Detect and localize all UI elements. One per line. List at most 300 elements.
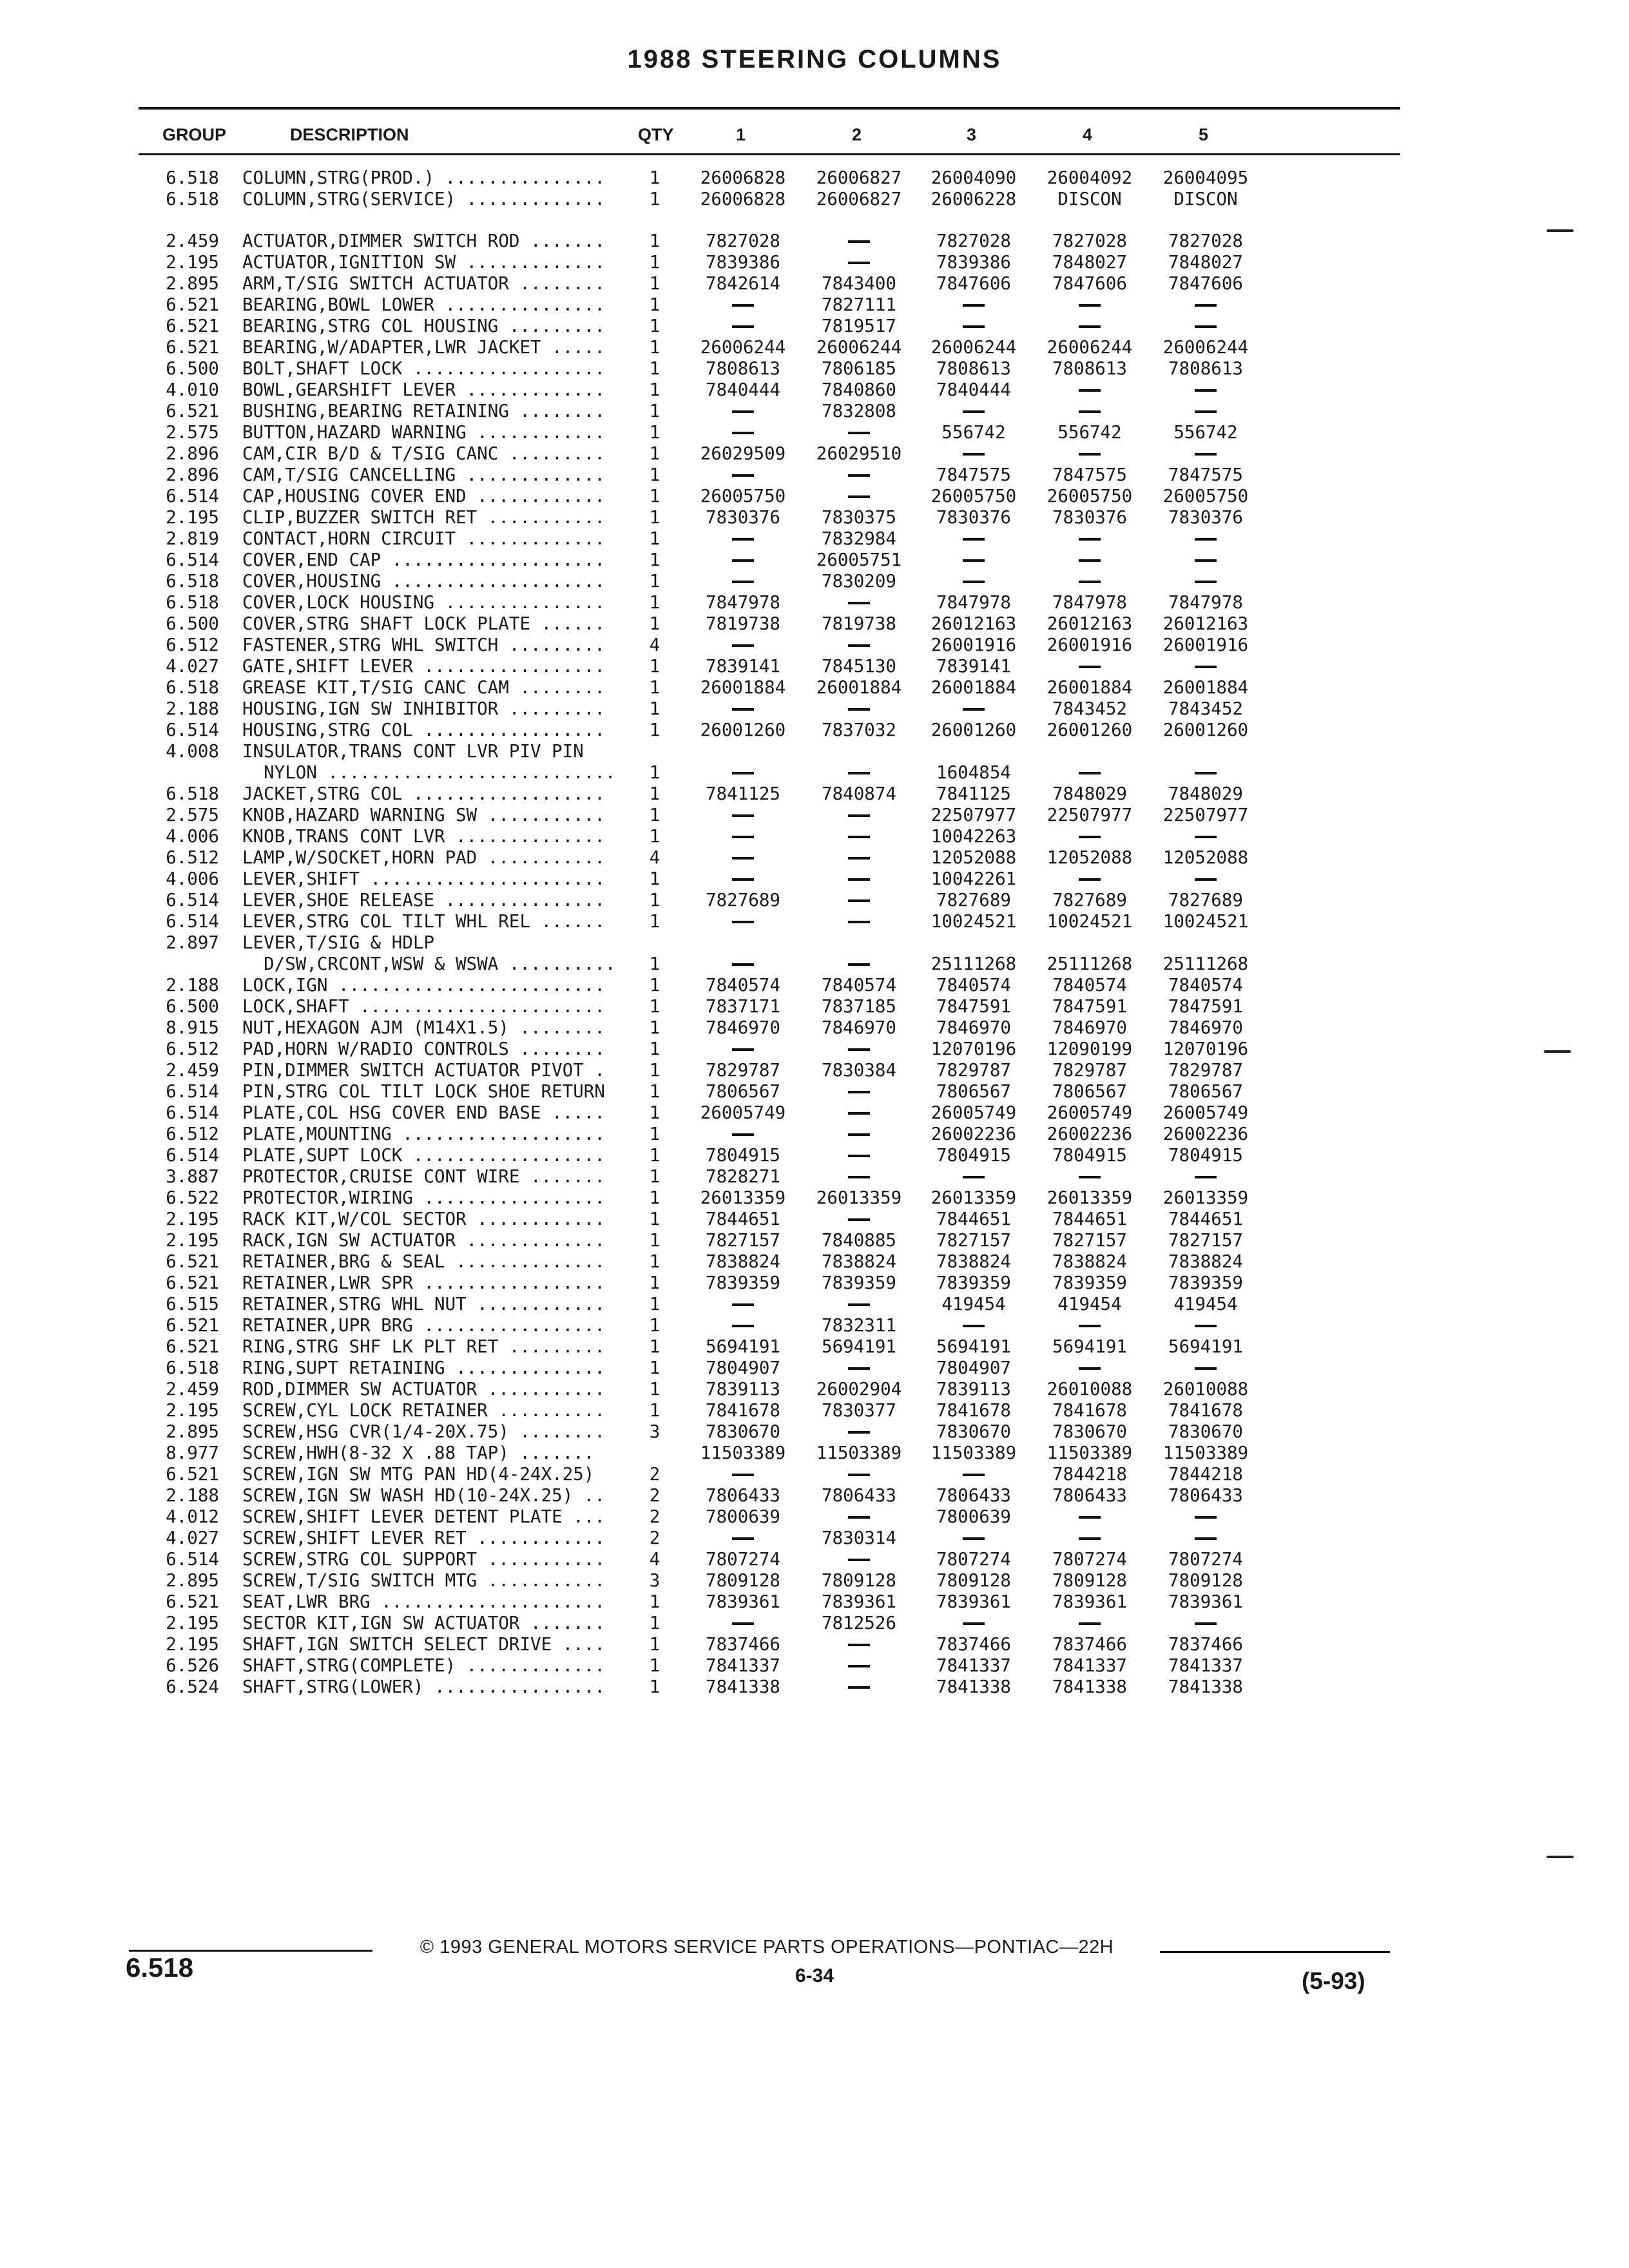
- part-number-col-2: [807, 486, 911, 507]
- part-number-col-1: 7828271: [706, 1166, 780, 1187]
- part-number-col-1: 26001260: [700, 720, 786, 740]
- col-header-2: 2: [852, 125, 862, 144]
- not-applicable-dash: [1079, 1537, 1101, 1540]
- table-row: [0, 380, 1629, 401]
- table-row: [0, 507, 1629, 528]
- table-row: [0, 741, 1629, 762]
- not-applicable-dash: [848, 1474, 870, 1476]
- part-number-col-4: 7839361: [1052, 1591, 1127, 1612]
- part-description: BOWL,GEARSHIFT LEVER .............: [242, 380, 605, 400]
- table-row: [0, 890, 1629, 911]
- part-number-col-5: 26005749: [1162, 1102, 1249, 1123]
- group-code: 2.895: [166, 273, 219, 294]
- part-description: RETAINER,UPR BRG .................: [242, 1315, 605, 1336]
- group-code: 2.188: [166, 698, 219, 719]
- part-number-col-2: [807, 805, 911, 826]
- part-number-col-5: 12052088: [1162, 847, 1249, 868]
- not-applicable-dash: [732, 538, 754, 541]
- part-number-col-3: 1604854: [936, 762, 1011, 783]
- part-number-col-4: 11503389: [1046, 1443, 1133, 1463]
- not-applicable-dash: [1195, 389, 1217, 392]
- part-number-col-5: 22507977: [1162, 805, 1249, 825]
- not-applicable-dash: [1195, 1325, 1217, 1327]
- group-code: 6.515: [166, 1294, 219, 1314]
- part-description: SHAFT,STRG(COMPLETE) .............: [242, 1655, 605, 1676]
- table-row: [0, 762, 1629, 783]
- table-row: [0, 1634, 1629, 1655]
- part-qty: 2: [649, 1485, 660, 1506]
- not-applicable-dash: [848, 1367, 870, 1370]
- table-row: [0, 677, 1629, 698]
- group-code: 6.521: [166, 1315, 219, 1336]
- part-number-col-5: 26006244: [1162, 337, 1249, 358]
- part-description: D/SW,CRCONT,WSW & WSWA ..........: [242, 954, 616, 974]
- part-number-col-4: 7844218: [1052, 1464, 1127, 1485]
- part-description: LOCK,SHAFT .......................: [242, 996, 605, 1017]
- part-qty: 1: [649, 592, 660, 613]
- group-code: 6.524: [166, 1677, 219, 1697]
- part-number-col-2: 7840885: [822, 1230, 896, 1251]
- part-number-col-5: [1153, 443, 1258, 465]
- part-number-col-4: 12052088: [1046, 847, 1133, 868]
- part-number-col-4: [1037, 826, 1142, 847]
- part-number-col-5: [1153, 401, 1258, 422]
- group-code: 2.459: [166, 1060, 219, 1081]
- group-code: 2.459: [166, 231, 219, 251]
- part-number-col-5: 7847591: [1168, 996, 1243, 1017]
- part-number-col-1: 7841338: [706, 1677, 780, 1697]
- part-description: PROTECTOR,CRUISE CONT WIRE .......: [242, 1166, 605, 1187]
- table-row: [0, 337, 1629, 358]
- part-number-col-1: [691, 1315, 795, 1336]
- group-code: 6.526: [166, 1655, 219, 1676]
- not-applicable-dash: [732, 772, 754, 774]
- part-number-col-1: 7830376: [706, 507, 780, 528]
- not-applicable-dash: [848, 1516, 870, 1519]
- not-applicable-dash: [848, 1133, 870, 1136]
- part-number-col-2: [807, 1634, 911, 1655]
- part-number-col-4: [1037, 1506, 1142, 1528]
- group-code: 8.977: [166, 1443, 219, 1463]
- part-number-col-4: [1037, 869, 1142, 890]
- part-number-col-5: [1153, 1613, 1258, 1634]
- part-number-col-2: 26006827: [816, 168, 902, 188]
- part-number-col-4: 7804915: [1052, 1145, 1127, 1166]
- part-number-col-1: [691, 826, 795, 847]
- part-number-col-1: [691, 635, 795, 656]
- col-header-4: 4: [1083, 125, 1093, 144]
- part-number-col-3: 7847591: [936, 996, 1011, 1017]
- part-qty: 1: [649, 316, 660, 336]
- part-description: JACKET,STRG COL ..................: [242, 783, 605, 804]
- not-applicable-dash: [848, 857, 870, 860]
- part-number-col-2: 7845130: [822, 656, 896, 677]
- group-code: 6.512: [166, 1039, 219, 1059]
- part-number-col-1: 7827157: [706, 1230, 780, 1251]
- part-number-col-3: 7807274: [936, 1549, 1011, 1570]
- part-number-col-5: 7844651: [1168, 1209, 1243, 1229]
- part-number-col-1: 7806567: [706, 1081, 780, 1102]
- part-number-col-3: 7839141: [936, 656, 1011, 677]
- not-applicable-dash: [848, 899, 870, 902]
- not-applicable-dash: [732, 1303, 754, 1306]
- part-number-col-3: 7839113: [936, 1379, 1011, 1399]
- not-applicable-dash: [732, 878, 754, 881]
- group-code: 2.575: [166, 422, 219, 443]
- part-description: PLATE,SUPT LOCK ..................: [242, 1145, 605, 1166]
- part-number-col-1: 7842614: [706, 273, 780, 294]
- part-number-col-3: 7830670: [936, 1421, 1011, 1442]
- group-code: 6.512: [166, 1124, 219, 1144]
- part-number-col-3: 7827028: [936, 231, 1011, 251]
- part-description: SCREW,STRG COL SUPPORT ...........: [242, 1549, 605, 1570]
- part-number-col-3: 7839361: [936, 1591, 1011, 1612]
- table-row: [0, 528, 1629, 550]
- not-applicable-dash: [848, 836, 870, 838]
- table-row: [0, 465, 1629, 486]
- part-description: HOUSING,STRG COL .................: [242, 720, 605, 740]
- part-number-col-4: [1037, 1358, 1142, 1379]
- part-number-col-1: [691, 911, 795, 932]
- not-applicable-dash: [1195, 1537, 1217, 1540]
- table-row: [0, 826, 1629, 847]
- part-number-col-5: 7847978: [1168, 592, 1243, 613]
- not-applicable-dash: [1079, 389, 1101, 392]
- part-qty: 1: [649, 613, 660, 634]
- part-number-col-3: 26005749: [930, 1102, 1017, 1123]
- margin-mark: [1547, 1856, 1574, 1858]
- group-code: 4.027: [166, 1528, 219, 1548]
- part-description: SCREW,IGN SW MTG PAN HD(4-24X.25): [242, 1464, 595, 1485]
- part-number-col-1: 7840444: [706, 380, 780, 400]
- part-number-col-3: 7804907: [936, 1358, 1011, 1378]
- part-number-col-3: 7830376: [936, 507, 1011, 528]
- part-description: SECTOR KIT,IGN SW ACTUATOR .......: [242, 1613, 605, 1633]
- part-number-col-2: [807, 1506, 911, 1528]
- group-code: 2.195: [166, 252, 219, 273]
- part-number-col-5: 7806567: [1168, 1081, 1243, 1102]
- table-row: [0, 1443, 1629, 1464]
- part-number-col-4: 7809128: [1052, 1570, 1127, 1591]
- part-number-col-1: [691, 550, 795, 571]
- not-applicable-dash: [1195, 1516, 1217, 1519]
- part-number-col-2: [807, 1145, 911, 1166]
- part-description: PROTECTOR,WIRING .................: [242, 1187, 605, 1208]
- part-number-col-1: 26006244: [700, 337, 786, 358]
- part-qty: 1: [649, 380, 660, 400]
- not-applicable-dash: [1195, 304, 1217, 307]
- part-qty: 1: [649, 465, 660, 485]
- part-number-col-5: [1153, 826, 1258, 847]
- table-row: [0, 805, 1629, 826]
- not-applicable-dash: [848, 878, 870, 881]
- not-applicable-dash: [732, 410, 754, 413]
- not-applicable-dash: [1079, 453, 1101, 456]
- part-number-col-1: 7830670: [706, 1421, 780, 1442]
- part-qty: 3: [649, 1421, 660, 1442]
- part-number-col-4: 7839359: [1052, 1273, 1127, 1293]
- table-row: [0, 656, 1629, 677]
- table-row: [0, 1358, 1629, 1379]
- not-applicable-dash: [848, 1155, 870, 1157]
- part-number-col-3: [921, 528, 1026, 550]
- not-applicable-dash: [1079, 1516, 1101, 1519]
- part-number-col-2: [807, 1039, 911, 1060]
- group-code: 2.897: [166, 932, 219, 953]
- part-qty: 1: [649, 869, 660, 889]
- part-number-col-5: 7827689: [1168, 890, 1243, 910]
- table-row: [0, 316, 1629, 337]
- group-code: 6.514: [166, 1102, 219, 1123]
- group-code: 4.027: [166, 656, 219, 677]
- not-applicable-dash: [1079, 836, 1101, 838]
- part-number-col-1: 26005749: [700, 1102, 786, 1123]
- not-applicable-dash: [732, 1048, 754, 1051]
- part-number-col-3: 26012163: [930, 613, 1017, 634]
- part-description: HOUSING,IGN SW INHIBITOR .........: [242, 698, 605, 719]
- part-description: ROD,DIMMER SW ACTUATOR ...........: [242, 1379, 605, 1399]
- group-code: 6.514: [166, 1081, 219, 1102]
- part-number-col-4: 12090199: [1046, 1039, 1133, 1059]
- part-number-col-3: 7806567: [936, 1081, 1011, 1102]
- table-row: [0, 1060, 1629, 1081]
- part-number-col-4: 26001916: [1046, 635, 1133, 655]
- part-number-col-4: 22507977: [1046, 805, 1133, 825]
- not-applicable-dash: [848, 240, 870, 243]
- part-number-col-5: 26010088: [1162, 1379, 1249, 1399]
- part-number-col-1: [691, 294, 795, 316]
- part-number-col-3: 25111268: [930, 954, 1017, 974]
- table-row: [0, 571, 1629, 592]
- group-code: 3.887: [166, 1166, 219, 1187]
- part-qty: 1: [649, 1209, 660, 1229]
- page-title: 1988 STEERING COLUMNS: [627, 45, 1002, 73]
- part-number-col-1: [691, 1464, 795, 1485]
- part-number-col-3: 7837466: [936, 1634, 1011, 1655]
- part-number-col-5: 26012163: [1162, 613, 1249, 634]
- not-applicable-dash: [963, 325, 985, 328]
- part-number-col-1: [691, 1613, 795, 1634]
- not-applicable-dash: [1195, 581, 1217, 583]
- part-number-col-3: [921, 550, 1026, 571]
- part-number-col-5: 10024521: [1162, 911, 1249, 932]
- part-number-col-1: [691, 465, 795, 486]
- part-qty: 1: [649, 996, 660, 1017]
- not-applicable-dash: [732, 963, 754, 966]
- group-code: 6.514: [166, 486, 219, 506]
- part-qty: 1: [649, 550, 660, 570]
- part-number-col-1: 7839386: [706, 252, 780, 273]
- part-number-col-5: 7839361: [1168, 1591, 1243, 1612]
- part-number-col-5: [1153, 1166, 1258, 1187]
- part-number-col-1: [691, 401, 795, 422]
- not-applicable-dash: [732, 1537, 754, 1540]
- part-number-col-3: 556742: [941, 422, 1006, 443]
- part-number-col-1: 7841125: [706, 783, 780, 804]
- part-qty: 4: [649, 635, 660, 655]
- not-applicable-dash: [732, 708, 754, 711]
- part-number-col-5: 7848027: [1168, 252, 1243, 273]
- not-applicable-dash: [848, 1218, 870, 1221]
- part-number-col-1: [691, 805, 795, 826]
- not-applicable-dash: [848, 814, 870, 817]
- part-number-col-5: [1153, 294, 1258, 316]
- group-code: 6.512: [166, 635, 219, 655]
- part-qty: 4: [649, 1549, 660, 1570]
- part-number-col-5: 26002236: [1162, 1124, 1249, 1144]
- part-qty: 1: [649, 783, 660, 804]
- group-code: 6.521: [166, 1273, 219, 1293]
- part-qty: 1: [649, 507, 660, 528]
- part-description: BEARING,W/ADAPTER,LWR JACKET .....: [242, 337, 605, 358]
- part-number-col-4: [1037, 1613, 1142, 1634]
- part-number-col-4: 26012163: [1046, 613, 1133, 634]
- part-number-col-2: [807, 698, 911, 720]
- part-number-col-4: 5694191: [1052, 1336, 1127, 1357]
- part-number-col-4: 26001260: [1046, 720, 1133, 740]
- group-code: 4.006: [166, 869, 219, 889]
- part-number-col-5: 7843452: [1168, 698, 1243, 719]
- part-number-col-4: 10024521: [1046, 911, 1133, 932]
- part-number-col-4: 7846970: [1052, 1017, 1127, 1038]
- not-applicable-dash: [1195, 772, 1217, 774]
- part-number-col-5: [1153, 528, 1258, 550]
- not-applicable-dash: [1079, 410, 1101, 413]
- table-row: [0, 1102, 1629, 1124]
- not-applicable-dash: [963, 559, 985, 562]
- table-row: [0, 1379, 1629, 1400]
- part-number-col-1: [691, 869, 795, 890]
- not-applicable-dash: [848, 1665, 870, 1667]
- part-number-col-1: 7841337: [706, 1655, 780, 1676]
- not-applicable-dash: [963, 410, 985, 413]
- part-number-col-5: [1153, 1528, 1258, 1549]
- part-number-col-5: 7844218: [1168, 1464, 1243, 1485]
- part-number-col-5: [1153, 550, 1258, 571]
- table-row: [0, 1209, 1629, 1230]
- part-number-col-2: 7819738: [822, 613, 896, 634]
- group-code: 2.188: [166, 975, 219, 995]
- part-number-col-4: 26004092: [1046, 168, 1133, 188]
- part-number-col-3: 26005750: [930, 486, 1017, 506]
- part-description: CAM,CIR B/D & T/SIG CANC .........: [242, 443, 605, 464]
- part-number-col-3: 10024521: [930, 911, 1017, 932]
- part-number-col-3: 26002236: [930, 1124, 1017, 1144]
- not-applicable-dash: [732, 921, 754, 923]
- part-description: LEVER,T/SIG & HDLP: [242, 932, 435, 953]
- not-applicable-dash: [1079, 559, 1101, 562]
- part-number-col-3: 7827689: [936, 890, 1011, 910]
- part-number-col-2: 7830209: [822, 571, 896, 591]
- part-number-col-4: [1037, 1166, 1142, 1187]
- group-code: 6.500: [166, 358, 219, 379]
- part-number-col-2: [807, 592, 911, 613]
- part-description: COVER,END CAP ....................: [242, 550, 605, 570]
- part-description: LOCK,IGN .........................: [242, 975, 605, 995]
- part-number-col-3: [921, 571, 1026, 592]
- part-qty: 1: [649, 1230, 660, 1251]
- table-row: [0, 1655, 1629, 1677]
- table-row: [0, 996, 1629, 1017]
- part-number-col-2: [807, 422, 911, 443]
- part-description: CAP,HOUSING COVER END ............: [242, 486, 605, 506]
- group-code: 6.514: [166, 1549, 219, 1570]
- table-row: [0, 1187, 1629, 1209]
- part-number-col-3: 26013359: [930, 1187, 1017, 1208]
- part-number-col-2: [807, 1294, 911, 1315]
- part-number-col-5: 419454: [1173, 1294, 1238, 1314]
- group-code: 2.195: [166, 507, 219, 528]
- part-description: LEVER,SHOE RELEASE ...............: [242, 890, 605, 910]
- group-code: 6.522: [166, 1187, 219, 1208]
- part-qty: 1: [649, 805, 660, 825]
- part-number-col-2: 7843400: [822, 273, 896, 294]
- part-number-col-2: 7830377: [822, 1400, 896, 1421]
- part-description: SEAT,LWR BRG .....................: [242, 1591, 605, 1612]
- part-description: PLATE,MOUNTING ...................: [242, 1124, 605, 1144]
- part-qty: 1: [649, 252, 660, 273]
- part-description: ACTUATOR,IGNITION SW .............: [242, 252, 605, 273]
- not-applicable-dash: [963, 1622, 985, 1625]
- part-number-col-2: 7830314: [822, 1528, 896, 1548]
- not-applicable-dash: [1195, 1176, 1217, 1178]
- col-header-3: 3: [967, 125, 977, 144]
- part-number-col-2: 7832984: [822, 528, 896, 549]
- not-applicable-dash: [732, 1622, 754, 1625]
- part-number-col-4: 7844651: [1052, 1209, 1127, 1229]
- part-number-col-5: [1153, 1315, 1258, 1336]
- table-row: [0, 1145, 1629, 1166]
- group-code: 2.195: [166, 1230, 219, 1251]
- not-applicable-dash: [732, 1474, 754, 1476]
- part-qty: 1: [649, 528, 660, 549]
- part-number-col-5: 26005750: [1162, 486, 1249, 506]
- part-number-col-4: [1037, 316, 1142, 337]
- group-code: 6.514: [166, 911, 219, 932]
- part-qty: 1: [649, 1379, 660, 1399]
- part-number-col-2: 26006244: [816, 337, 902, 358]
- part-number-col-3: [921, 294, 1026, 316]
- group-code: 2.195: [166, 1400, 219, 1421]
- part-number-col-2: [807, 1209, 911, 1230]
- not-applicable-dash: [1195, 1622, 1217, 1625]
- part-description: COVER,HOUSING ....................: [242, 571, 605, 591]
- part-number-col-4: 7840574: [1052, 975, 1127, 995]
- part-number-col-3: 7841337: [936, 1655, 1011, 1676]
- group-code: 4.012: [166, 1506, 219, 1527]
- table-row: [0, 231, 1629, 252]
- part-number-col-4: 26001884: [1046, 677, 1133, 698]
- part-number-col-5: 556742: [1173, 422, 1238, 443]
- group-code: 2.195: [166, 1613, 219, 1633]
- part-description: ACTUATOR,DIMMER SWITCH ROD .......: [242, 231, 605, 251]
- part-description: SCREW,HSG CVR(1/4-20X.75) ........: [242, 1421, 605, 1442]
- part-number-col-4: 26013359: [1046, 1187, 1133, 1208]
- part-number-col-5: [1153, 762, 1258, 783]
- not-applicable-dash: [1195, 325, 1217, 328]
- part-number-col-3: 7841338: [936, 1677, 1011, 1697]
- part-description: COVER,LOCK HOUSING ...............: [242, 592, 605, 613]
- part-number-col-5: [1153, 1506, 1258, 1528]
- part-number-col-2: [807, 1102, 911, 1124]
- group-code: 6.518: [166, 677, 219, 698]
- part-qty: 1: [649, 443, 660, 464]
- group-code: 8.915: [166, 1017, 219, 1038]
- part-number-col-5: [1153, 380, 1258, 401]
- part-number-col-3: 7839386: [936, 252, 1011, 273]
- not-applicable-dash: [1195, 410, 1217, 413]
- group-code: 6.521: [166, 1464, 219, 1485]
